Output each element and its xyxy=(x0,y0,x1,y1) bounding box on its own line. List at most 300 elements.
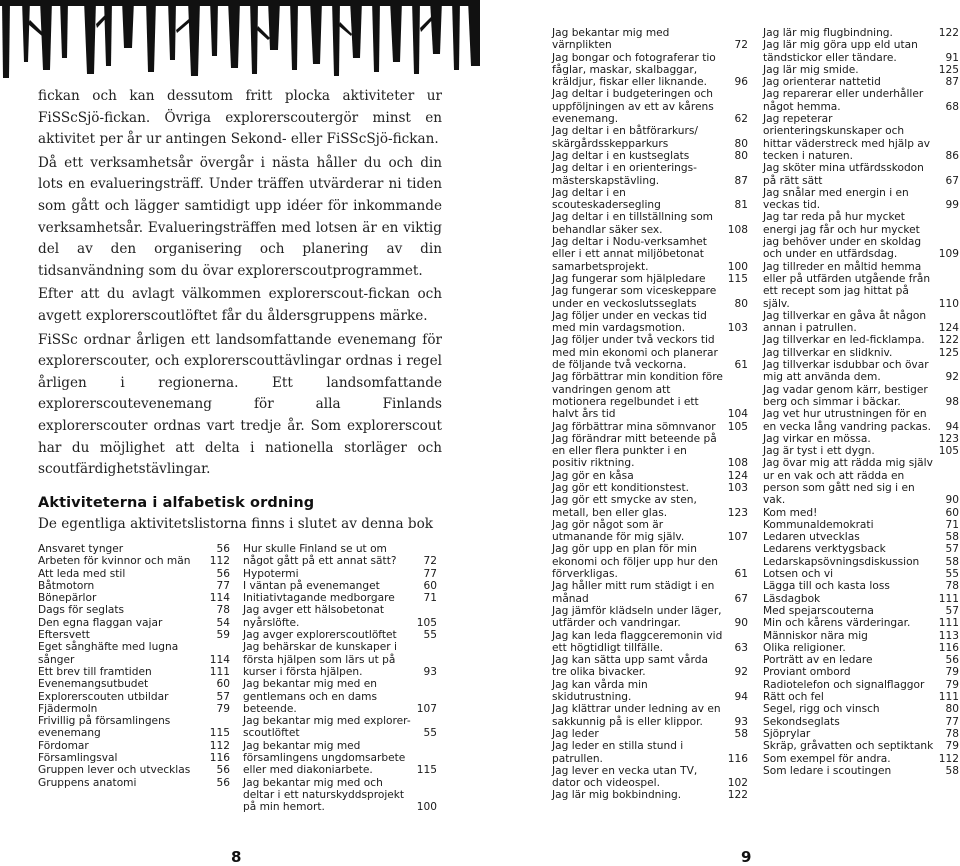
index-entry xyxy=(552,519,748,544)
index-entry xyxy=(552,421,748,433)
index-entry-title: Jag snålar med energin i en veckas tid. xyxy=(763,186,909,212)
index-entry-title: Jag orienterar nattetid xyxy=(763,76,881,89)
index-entry xyxy=(552,580,748,605)
index-entry xyxy=(763,507,959,519)
index-entry-page: 55 xyxy=(423,727,437,740)
index-entry-title: Jag förbättrar min kondition före vandringen genom att motionera regelbundet i ett halvt års tid xyxy=(552,371,723,421)
index-entry xyxy=(763,187,959,212)
index-entry-title: Hypotermi xyxy=(243,567,299,580)
index-entry-page: 86 xyxy=(945,149,959,162)
index-entry xyxy=(552,27,748,52)
index-entry-page: 58 xyxy=(945,555,959,568)
index-entry-page: 93 xyxy=(423,665,437,678)
index-entry-page: 56 xyxy=(216,567,230,580)
index-entry xyxy=(552,187,748,212)
index-entry-page: 67 xyxy=(734,592,748,605)
index-entry-page: 110 xyxy=(938,297,959,310)
index-entry-title: Eftersvett xyxy=(38,629,90,642)
index-entry xyxy=(38,629,230,641)
index-entry-page: 91 xyxy=(945,51,959,64)
index-entry xyxy=(38,555,230,567)
index-entry xyxy=(552,728,748,740)
index-entry xyxy=(763,716,959,728)
index-entry-title: Jag bekantar mig med explorer-scoutlöftet xyxy=(243,715,411,740)
index-entry-page: 81 xyxy=(734,199,748,212)
index-entry-title: Jag kan vårda min skidutrustning. xyxy=(552,678,648,704)
index-entry-page: 111 xyxy=(938,592,959,605)
index-entry-page: 112 xyxy=(938,752,959,765)
index-entry xyxy=(38,543,230,555)
index-entry xyxy=(763,359,959,384)
index-entry-title: Skräp, gråvatten och septiktank xyxy=(763,740,934,753)
index-entry xyxy=(552,630,748,655)
index-entry xyxy=(552,150,748,162)
index-entry-title: Jag håller mitt rum städigt i en månad xyxy=(552,580,715,605)
section-subheading: De egentliga aktivitetslistorna finns i slutet av denna bok xyxy=(38,516,434,532)
index-entry-page: 115 xyxy=(727,272,748,285)
index-entry-page: 100 xyxy=(727,260,748,273)
index-entry-title: Jag tar reda på hur mycket energi jag får och hur mycket jag behöver under en skoldag och under en utfärdsdag. xyxy=(763,211,922,261)
index-entry-title: Med spejarscouterna xyxy=(763,604,874,617)
index-entry xyxy=(552,605,748,630)
paragraph-1: fickan och kan dessutom fritt plocka aktiviteter ur FiSScSjö-fickan. Övriga explorerscoutergör minst en aktivitet per år ur antingen Sekond- eller FiSScSjö-fickan. xyxy=(38,88,442,148)
index-entry xyxy=(38,604,230,616)
index-entry-page: 103 xyxy=(727,481,748,494)
index-entry-title: Gruppen lever och utvecklas xyxy=(38,764,191,777)
index-entry xyxy=(763,728,959,740)
index-entry xyxy=(552,285,748,310)
index-entry-page: 93 xyxy=(734,715,748,728)
index-entry xyxy=(763,543,959,555)
index-entry-title: Dags för seglats xyxy=(38,604,125,617)
index-entry-page: 80 xyxy=(734,137,748,150)
index-entry xyxy=(763,531,959,543)
index-entry xyxy=(243,678,437,715)
index-entry xyxy=(763,27,959,39)
index-entry-title: Fördomar xyxy=(38,739,89,752)
index-entry-title: Lotsen och vi xyxy=(763,568,834,581)
index-entry xyxy=(552,371,748,420)
index-entry-page: 111 xyxy=(938,617,959,630)
index-entry-page: 63 xyxy=(734,641,748,654)
index-entry-title: Min och kårens värderingar. xyxy=(763,617,911,630)
index-entry-title: Jag deltar i budgeteringen och uppföljningen av ett av kårens evenemang. xyxy=(552,88,714,126)
index-entry-title: Jag fungerar som viceskeppare under en veckoslutsseglats xyxy=(552,285,717,310)
index-entry-page: 80 xyxy=(734,149,748,162)
index-entry-page: 56 xyxy=(216,776,230,789)
index-entry-title: Kom med! xyxy=(763,506,818,519)
index-entry xyxy=(38,691,230,703)
index-entry-title: Jag avger explorerscoutlöftet xyxy=(243,629,397,642)
index-entry-page: 87 xyxy=(734,174,748,187)
index-entry-title: Arbeten för kvinnor och män xyxy=(38,555,191,568)
index-entry-title: Jag följer under två veckors tid med min ekonomi och planerar de följande två veckorna. xyxy=(552,334,718,372)
index-entry-page: 61 xyxy=(734,568,748,581)
index-entry-page: 87 xyxy=(945,76,959,89)
index-entry-title: Gruppens anatomi xyxy=(38,776,137,789)
index-entry xyxy=(763,76,959,88)
index-entry xyxy=(763,433,959,445)
index-entry-title: Jag förändrar mitt beteende på en eller flera punkter i en positiv riktning. xyxy=(552,432,717,470)
index-entry-page: 67 xyxy=(945,174,959,187)
index-entry-title: Sekondseglats xyxy=(763,715,840,728)
index-entry-title: Jag deltar i en orienterings-mästerskapstävling. xyxy=(552,162,697,187)
index-entry-title: Jag deltar i en scouteskadersegling xyxy=(552,186,661,212)
index-entry-title: Jag vet hur utrustningen för en en vecka lång vandring packas. xyxy=(763,408,931,433)
index-entry-page: 57 xyxy=(945,543,959,556)
index-entry-page: 58 xyxy=(734,727,748,740)
index-entry xyxy=(38,678,230,690)
index-entry-page: 77 xyxy=(216,579,230,592)
index-entry-title: Jag tillreder en måltid hemma eller på utfärden utgående från ett recept som jag hittat på själv. xyxy=(763,260,931,310)
index-entry-title: Jag bekantar mig med församlingens ungdomsarbete eller med diakoniarbete. xyxy=(243,739,406,777)
index-entry xyxy=(763,753,959,765)
index-entry-title: Församlingsval xyxy=(38,752,118,765)
index-entry-title: Explorerscouten utbildar xyxy=(38,690,169,703)
index-entry-page: 124 xyxy=(727,469,748,482)
index-entry-title: Fjädermoln xyxy=(38,702,98,715)
forest-silhouette-illustration xyxy=(0,0,480,78)
index-entry-page: 78 xyxy=(216,604,230,617)
index-entry xyxy=(763,666,959,678)
index-entry xyxy=(763,740,959,752)
index-entry-page: 113 xyxy=(938,629,959,642)
index-entry-page: 55 xyxy=(945,568,959,581)
index-entry-title: Att leda med stil xyxy=(38,567,126,580)
index-entry-page: 100 xyxy=(416,801,437,814)
index-entry-page: 105 xyxy=(416,616,437,629)
index-entry-page: 105 xyxy=(727,420,748,433)
index-entry-title: Segel, rigg och vinsch xyxy=(763,703,880,716)
index-entry xyxy=(38,740,230,752)
body-text xyxy=(38,86,442,483)
index-entry-page: 60 xyxy=(945,506,959,519)
index-entry-page: 125 xyxy=(938,346,959,359)
index-entry xyxy=(763,310,959,335)
index-column-right-1 xyxy=(552,27,748,802)
index-entry-page: 72 xyxy=(423,555,437,568)
index-entry-page: 125 xyxy=(938,63,959,76)
index-entry xyxy=(38,580,230,592)
index-entry-page: 62 xyxy=(734,113,748,126)
index-entry-title: Jag lär mig smide. xyxy=(763,63,859,76)
index-entry-page: 55 xyxy=(423,629,437,642)
index-entry-title: Ledaren utvecklas xyxy=(763,531,860,544)
index-entry-title: Porträtt av en ledare xyxy=(763,654,873,667)
index-entry xyxy=(552,740,748,765)
index-entry-title: Jag tillverkar en slidkniv. xyxy=(763,346,893,359)
index-entry xyxy=(552,88,748,125)
index-entry-page: 116 xyxy=(938,641,959,654)
index-entry-title: Jag repeterar orienteringskunskaper och hittar väderstreck med hjälp av tecken i naturen. xyxy=(763,113,931,162)
index-entry xyxy=(763,384,959,409)
index-entry-title: Proviant ombord xyxy=(763,666,851,679)
index-entry-title: Jag lever en vecka utan TV, dator och videospel. xyxy=(552,764,698,790)
index-entry-title: Jag lär mig bokbindning. xyxy=(552,789,682,802)
index-entry-title: Sjöprylar xyxy=(763,727,811,740)
index-entry xyxy=(763,457,959,506)
index-entry-title: Jag bekantar mig med och deltar i ett naturskyddsprojekt på min hemort. xyxy=(243,776,405,814)
index-entry-page: 94 xyxy=(945,420,959,433)
index-entry-title: Jag deltar i Nodu-verksamhet eller i ett annat miljöbetonat samarbetsprojekt. xyxy=(552,236,707,273)
index-entry xyxy=(38,752,230,764)
index-entry xyxy=(763,654,959,666)
index-entry-page: 102 xyxy=(727,777,748,790)
index-entry-page: 124 xyxy=(938,322,959,335)
index-entry-title: Jag virkar en mössa. xyxy=(763,432,871,445)
index-entry-title: Den egna flaggan vajar xyxy=(38,616,163,629)
index-entry xyxy=(243,641,437,678)
index-entry xyxy=(552,236,748,273)
index-entry xyxy=(38,592,230,604)
index-entry-page: 107 xyxy=(416,702,437,715)
index-entry-title: Eget sånghäfte med lugna sånger xyxy=(38,641,179,666)
index-entry-title: Jag fungerar som hjälpledare xyxy=(552,272,706,285)
index-entry xyxy=(763,679,959,691)
index-entry-title: I väntan på evenemanget xyxy=(243,579,380,592)
index-entry-title: Lägga till och kasta loss xyxy=(763,580,890,593)
index-entry-title: Som ledare i scoutingen xyxy=(763,764,892,777)
index-entry xyxy=(763,691,959,703)
index-entry-page: 90 xyxy=(734,617,748,630)
index-entry-page: 72 xyxy=(734,39,748,52)
index-entry-title: Rätt och fel xyxy=(763,691,824,704)
index-entry-page: 107 xyxy=(727,531,748,544)
index-entry-title: Frivillig på församlingens evenemang xyxy=(38,715,171,740)
index-entry xyxy=(763,88,959,113)
index-entry-title: Bönepärlor xyxy=(38,592,97,605)
index-entry xyxy=(243,740,437,777)
index-entry-title: Jag tillverkar isdubbar och övar mig att använda dem. xyxy=(763,359,929,384)
index-entry-title: Jag övar mig att rädda mig själv ur en vak och att rädda en person som gått ned sig i en vak. xyxy=(763,457,933,507)
index-entry-title: Evenemangsutbudet xyxy=(38,678,149,691)
index-entry-title: Jag leder en stilla stund i patrullen. xyxy=(552,740,684,765)
index-entry xyxy=(38,777,230,789)
index-entry-page: 123 xyxy=(727,506,748,519)
index-entry-page: 61 xyxy=(734,359,748,372)
index-entry-page: 60 xyxy=(423,579,437,592)
index-entry-title: Jag leder xyxy=(552,727,599,740)
index-entry-title: Jag klättrar under ledning av en sakkunnig på is eller klippor. xyxy=(552,703,721,728)
index-entry-page: 115 xyxy=(209,727,230,740)
index-entry-title: Initiativtagande medborgare xyxy=(243,592,395,605)
index-entry xyxy=(552,125,748,150)
index-entry-title: Jag kan sätta upp samt vårda tre olika bivacker. xyxy=(552,654,708,679)
index-entry xyxy=(763,113,959,162)
paragraph-3: Efter att du avlagt välkommen explorerscout-fickan och avgett explorerscoutlöftet får du åldersgruppens märke. xyxy=(38,286,442,324)
index-entry xyxy=(763,334,959,346)
index-entry-page: 108 xyxy=(727,223,748,236)
index-entry-page: 79 xyxy=(945,666,959,679)
index-entry-page: 57 xyxy=(945,604,959,617)
index-entry-page: 116 xyxy=(727,752,748,765)
index-entry-page: 79 xyxy=(945,740,959,753)
index-entry-title: Hur skulle Finland se ut om något gått på ett annat sätt? xyxy=(243,543,397,568)
index-entry-title: Jag kan leda flaggceremonin vid ett högtidligt tillfälle. xyxy=(552,629,723,654)
index-entry xyxy=(763,39,959,64)
index-entry-title: Jag vadar genom kärr, bestiger berg och simmar i bäckar. xyxy=(763,383,928,408)
index-entry-page: 90 xyxy=(945,494,959,507)
index-entry xyxy=(763,568,959,580)
index-entry-title: Jag tillverkar en led-ficklampa. xyxy=(763,334,925,347)
index-entry xyxy=(763,408,959,433)
index-entry xyxy=(243,568,437,580)
index-entry-title: Jag bekantar mig med en gentlemans och en dams beteende. xyxy=(243,678,378,715)
index-entry-title: Ledarens verktygsback xyxy=(763,543,886,556)
index-entry xyxy=(243,543,437,568)
index-entry-page: 57 xyxy=(216,690,230,703)
index-entry-page: 80 xyxy=(945,703,959,716)
index-column-right-2 xyxy=(763,27,959,777)
index-entry-title: Jag gör ett konditionstest. xyxy=(552,481,689,494)
index-entry xyxy=(552,482,748,494)
index-entry-title: Jag följer under en veckas tid med min vardagsmotion. xyxy=(552,309,707,335)
index-entry-title: Ledarskapsövningsdiskussion xyxy=(763,555,920,568)
index-entry-title: Jag behärskar de kunskaper i första hjälpen som lärs ut på kurser i första hjälpen. xyxy=(243,641,397,678)
index-entry-page: 114 xyxy=(209,653,230,666)
index-entry-title: Jag är tyst i ett dygn. xyxy=(763,445,875,458)
index-entry-page: 77 xyxy=(945,715,959,728)
index-entry xyxy=(552,703,748,728)
index-entry-page: 112 xyxy=(209,739,230,752)
index-entry-page: 77 xyxy=(423,567,437,580)
index-entry-page: 96 xyxy=(734,76,748,89)
index-entry-page: 58 xyxy=(945,764,959,777)
index-entry-title: Jag gör ett smycke av sten, metall, ben eller glas. xyxy=(552,494,697,519)
index-entry-page: 111 xyxy=(938,691,959,704)
index-entry-page: 108 xyxy=(727,457,748,470)
index-entry xyxy=(552,162,748,187)
index-entry-title: Kommunaldemokrati xyxy=(763,518,874,531)
index-entry xyxy=(763,64,959,76)
index-entry-page: 123 xyxy=(938,432,959,445)
index-entry-title: Jag deltar i en tillställning som behandlar säker sex. xyxy=(552,211,713,236)
index-entry-page: 111 xyxy=(209,665,230,678)
index-entry xyxy=(552,52,748,89)
index-entry-title: Radiotelefon och signalflaggor xyxy=(763,678,925,691)
index-entry-page: 115 xyxy=(416,764,437,777)
page-number: 8 xyxy=(231,848,242,866)
index-entry-page: 92 xyxy=(945,371,959,384)
index-entry-page: 54 xyxy=(216,616,230,629)
index-entry xyxy=(552,433,748,470)
index-entry-title: Jag reparerar eller underhåller något hemma. xyxy=(763,88,924,113)
index-entry-page: 99 xyxy=(945,199,959,212)
index-entry xyxy=(38,617,230,629)
index-entry xyxy=(38,764,230,776)
index-entry xyxy=(763,211,959,260)
index-entry xyxy=(38,703,230,715)
index-entry xyxy=(763,765,959,777)
index-entry-title: Läsdagbok xyxy=(763,592,821,605)
index-entry xyxy=(552,679,748,704)
index-column-left-2 xyxy=(243,543,437,814)
index-entry-title: Jag lär mig göra upp eld utan tändstickor eller tändare. xyxy=(763,39,918,64)
index-entry xyxy=(552,765,748,790)
index-entry xyxy=(552,273,748,285)
index-entry xyxy=(38,715,230,740)
index-entry-title: Människor nära mig xyxy=(763,629,868,642)
index-entry xyxy=(552,334,748,371)
index-entry xyxy=(243,629,437,641)
index-entry-page: 122 xyxy=(938,334,959,347)
index-entry-page: 56 xyxy=(216,764,230,777)
index-entry xyxy=(552,211,748,236)
index-entry-page: 58 xyxy=(945,531,959,544)
index-entry xyxy=(763,630,959,642)
index-entry-title: Jag avger ett hälsobetonat nyårslöfte. xyxy=(243,604,385,629)
index-entry-page: 116 xyxy=(209,752,230,765)
index-entry-page: 79 xyxy=(216,702,230,715)
index-entry xyxy=(552,543,748,580)
index-entry xyxy=(552,494,748,519)
index-entry-page: 105 xyxy=(938,445,959,458)
index-entry-page: 78 xyxy=(945,727,959,740)
index-entry-title: Jag lär mig flugbindning. xyxy=(763,27,893,39)
index-entry-page: 79 xyxy=(945,678,959,691)
index-entry-title: Jag jämför klädseln under läger, utfärder och vandringar. xyxy=(552,604,722,630)
index-entry-title: Ansvaret tynger xyxy=(38,543,124,555)
index-entry-page: 68 xyxy=(945,100,959,113)
index-entry xyxy=(763,519,959,531)
index-entry xyxy=(243,604,437,629)
index-entry-title: Jag tillverkar en gåva åt någon annan i patrullen. xyxy=(763,309,927,335)
index-entry xyxy=(552,654,748,679)
index-entry xyxy=(763,642,959,654)
index-entry-page: 109 xyxy=(938,248,959,261)
index-entry xyxy=(763,347,959,359)
index-entry-page: 80 xyxy=(734,297,748,310)
index-entry-title: Jag sköter mina utfärdsskodon på rätt sätt xyxy=(763,162,924,187)
index-entry xyxy=(763,162,959,187)
index-entry-page: 98 xyxy=(945,395,959,408)
page-number: 9 xyxy=(741,848,752,866)
right-page xyxy=(480,0,960,866)
index-entry xyxy=(552,789,748,801)
index-entry-page: 114 xyxy=(209,592,230,605)
index-entry-page: 71 xyxy=(945,518,959,531)
index-entry xyxy=(243,777,437,814)
index-entry-title: Jag bekantar mig med värnplikten xyxy=(552,27,670,52)
index-entry xyxy=(763,703,959,715)
index-entry-title: Jag deltar i en kustseglats xyxy=(552,149,690,162)
index-column-left-1 xyxy=(38,543,230,789)
index-entry xyxy=(243,715,437,740)
index-entry-page: 94 xyxy=(734,691,748,704)
index-entry-page: 60 xyxy=(216,678,230,691)
section-heading: Aktiviteterna i alfabetisk ordning xyxy=(38,495,315,511)
index-entry xyxy=(243,580,437,592)
index-entry xyxy=(763,556,959,568)
index-entry-page: 71 xyxy=(423,592,437,605)
index-entry xyxy=(763,261,959,310)
paragraph-4: FiSSc ordnar årligen ett landsomfattande evenemang för explorerscouter, och explorerscouttävlingar ordnas i regel årligen i regionerna. Ett landsomfattande explorerscoutevenemang för alla Finlands explorerscouter ordnas vart tredje år. Som explorerscout har du möjlighet att delta i nationella storläger och scoutfärdighetstävlingar. xyxy=(38,331,442,478)
index-entry xyxy=(38,568,230,580)
index-entry-title: Båtmotorn xyxy=(38,579,95,592)
index-entry-page: 59 xyxy=(216,629,230,642)
index-entry-page: 78 xyxy=(945,580,959,593)
index-entry xyxy=(38,666,230,678)
paragraph-2: Då ett verksamhetsår övergår i nästa håller du och din lots en evalueringsträff. Under träffen utvärderar ni tiden som gått och lägger samtidigt upp idéer för inkommande verksamhetsår. Evalueringsträffen med lotsen är en viktig del av den organisering och planering av din tidsanvändning som du övar explorerscoutprogrammet. xyxy=(38,154,442,279)
index-entry xyxy=(763,617,959,629)
index-entry xyxy=(552,470,748,482)
index-entry-page: 56 xyxy=(945,654,959,667)
index-entry-page: 56 xyxy=(216,543,230,555)
index-entry-title: Som exempel för andra. xyxy=(763,752,891,765)
index-entry-title: Olika religioner. xyxy=(763,641,846,654)
index-entry-title: Jag gör något som är utmanande för mig själv. xyxy=(552,518,685,544)
index-entry-page: 104 xyxy=(727,408,748,421)
